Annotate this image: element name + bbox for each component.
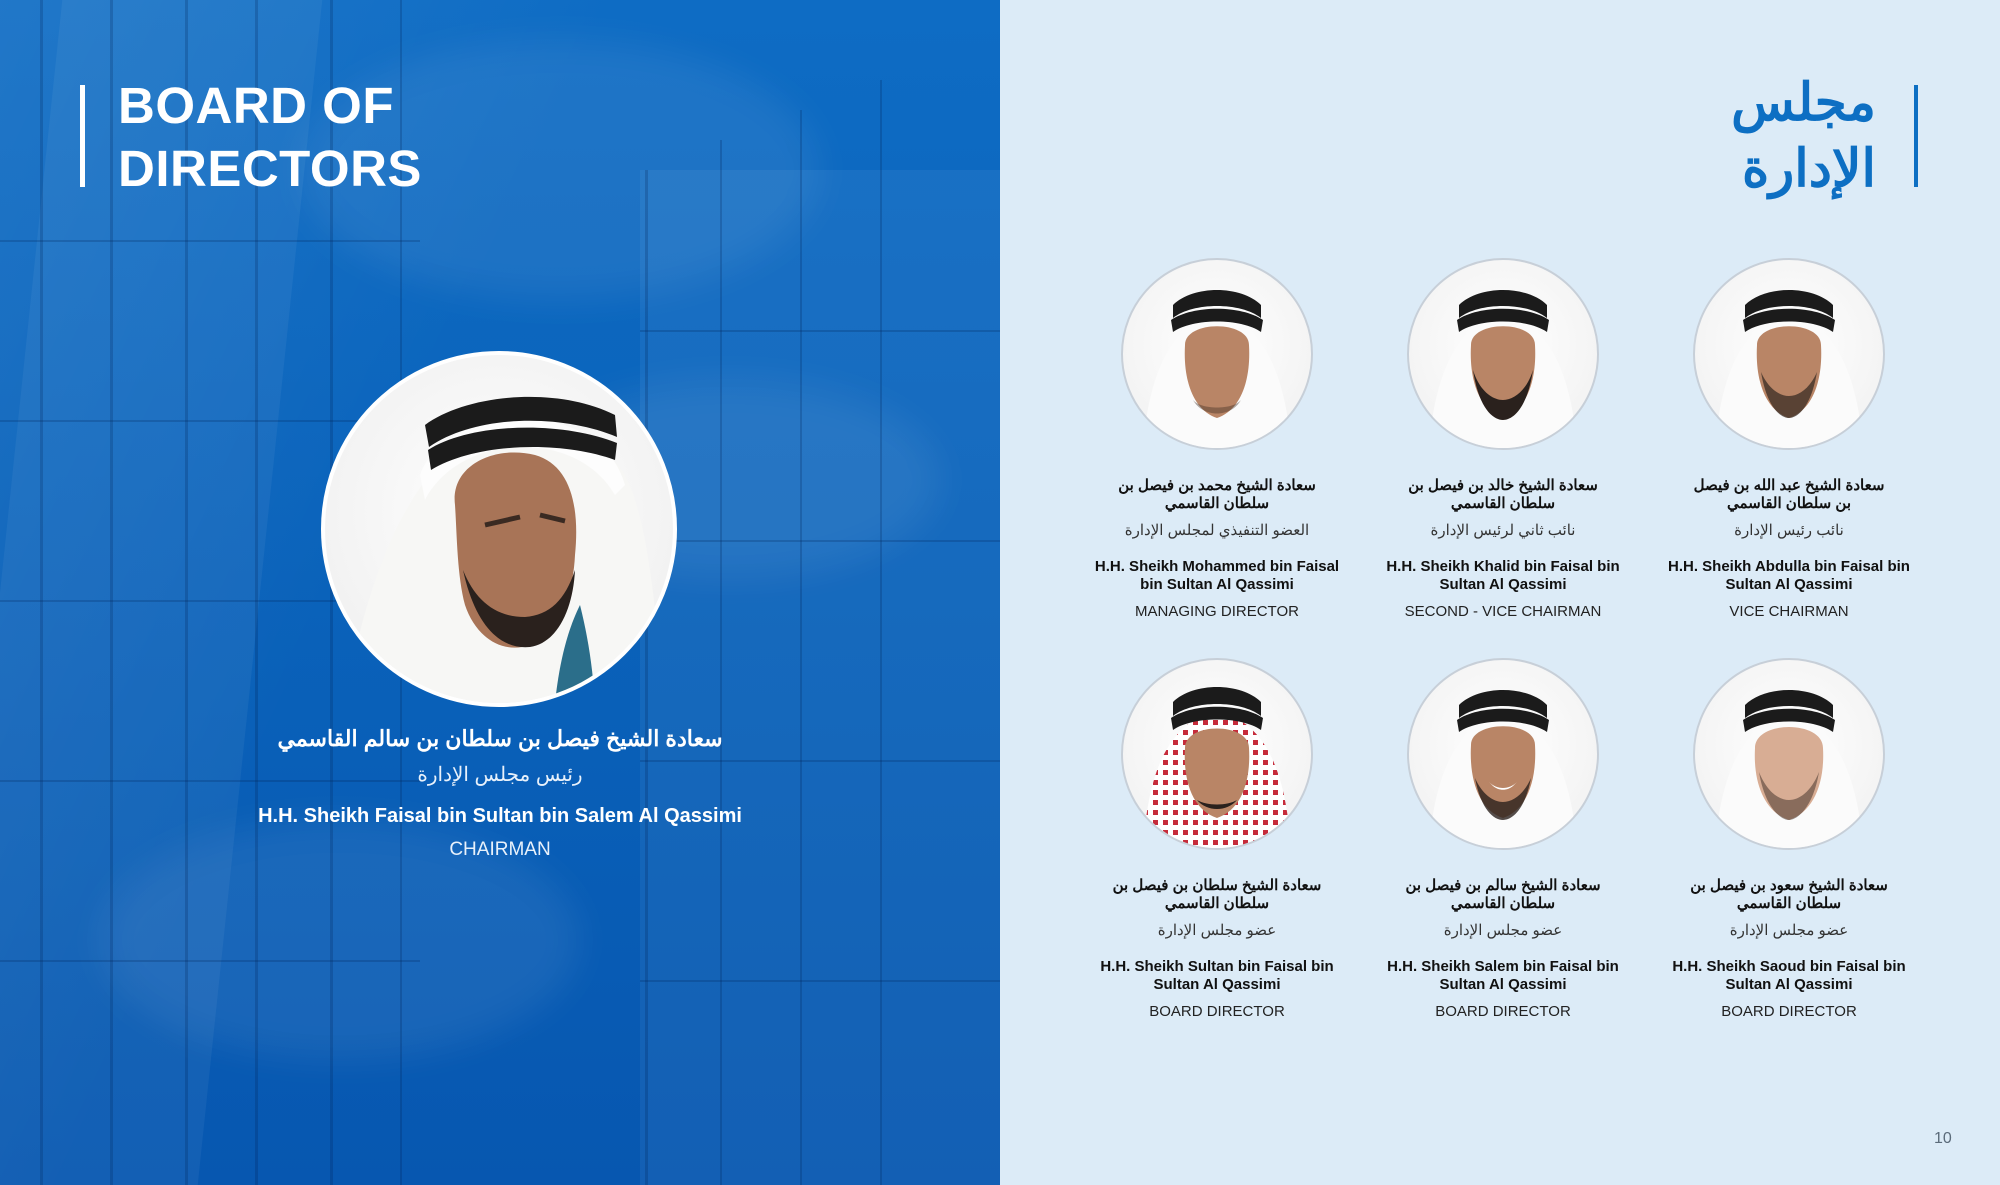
member-portrait (1407, 658, 1599, 850)
page-number: 10 (1934, 1130, 1952, 1147)
page-title (118, 74, 422, 200)
page-title-line-2: DIRECTORS (118, 140, 422, 197)
arabic-page-title (1731, 70, 1876, 202)
member-name-english: H.H. Sheikh Sultan bin Faisal bin Sultan Al Qassimi (1100, 958, 1334, 993)
member-name-arabic: سعادة الشيخ عبد الله بن فيصل بن سلطان القاسمي (1693, 477, 1885, 512)
board-member-card (1072, 258, 1362, 620)
member-role-english: BOARD DIRECTOR (1149, 1003, 1285, 1020)
member-portrait (1121, 258, 1313, 450)
member-role-arabic: عضو مجلس الإدارة (1729, 922, 1849, 939)
member-name-english: H.H. Sheikh Abdulla bin Faisal bin Sultan Al Qassimi (1668, 558, 1910, 593)
board-member-card (1072, 658, 1362, 1020)
title-accent-bar (80, 85, 85, 187)
member-portrait (1693, 258, 1885, 450)
arabic-page-title-line-1: مجلس (1731, 74, 1876, 132)
board-member-card (1644, 658, 1934, 1020)
chairman-role-arabic: رئيس مجلس الإدارة (417, 764, 583, 786)
member-role-english: SECOND - VICE CHAIRMAN (1404, 603, 1602, 620)
chairman-portrait (321, 351, 677, 707)
member-role-arabic: نائب ثاني لرئيس الإدارة (1430, 522, 1576, 539)
member-name-arabic: سعادة الشيخ خالد بن فيصل بن سلطان القاسمي (1408, 477, 1598, 512)
member-role-english: MANAGING DIRECTOR (1135, 603, 1299, 620)
member-role-arabic: العضو التنفيذي لمجلس الإدارة (1124, 522, 1310, 539)
member-name-english: H.H. Sheikh Khalid bin Faisal bin Sultan Al Qassimi (1386, 558, 1620, 593)
page-title-line-1: BOARD OF (118, 77, 394, 134)
member-name-arabic: سعادة الشيخ سالم بن فيصل بن سلطان القاسمي (1405, 877, 1601, 912)
member-name-english: H.H. Sheikh Mohammed bin Faisal bin Sultan Al Qassimi (1094, 558, 1340, 593)
member-role-arabic: نائب رئيس الإدارة (1734, 522, 1844, 539)
member-name-arabic: سعادة الشيخ سلطان بن فيصل بن سلطان القاسمي (1112, 877, 1322, 912)
board-member-card (1358, 258, 1648, 620)
chairman-role-english: CHAIRMAN (449, 839, 551, 860)
member-portrait (1693, 658, 1885, 850)
member-role-arabic: عضو مجلس الإدارة (1157, 922, 1277, 939)
member-name-english: H.H. Sheikh Salem bin Faisal bin Sultan Al Qassimi (1387, 958, 1619, 993)
member-name-english: H.H. Sheikh Saoud bin Faisal bin Sultan Al Qassimi (1672, 958, 1906, 993)
member-role-arabic: عضو مجلس الإدارة (1443, 922, 1563, 939)
member-name-arabic: سعادة الشيخ محمد بن فيصل بن سلطان القاسمي (1118, 477, 1316, 512)
board-member-card (1644, 258, 1934, 620)
member-portrait (1121, 658, 1313, 850)
chairman-name-arabic: سعادة الشيخ فيصل بن سلطان بن سالم القاسمي (277, 726, 723, 751)
member-role-english: VICE CHAIRMAN (1729, 603, 1849, 620)
arabic-title-accent-bar (1914, 85, 1918, 187)
chairman-name-english: H.H. Sheikh Faisal bin Sultan bin Salem Al Qassimi (258, 805, 742, 827)
member-portrait (1407, 258, 1599, 450)
board-member-card (1358, 658, 1648, 1020)
arabic-page-title-line-2: الإدارة (1741, 140, 1876, 198)
member-role-english: BOARD DIRECTOR (1435, 1003, 1571, 1020)
member-role-english: BOARD DIRECTOR (1721, 1003, 1857, 1020)
member-name-arabic: سعادة الشيخ سعود بن فيصل بن سلطان القاسمي (1690, 877, 1888, 912)
